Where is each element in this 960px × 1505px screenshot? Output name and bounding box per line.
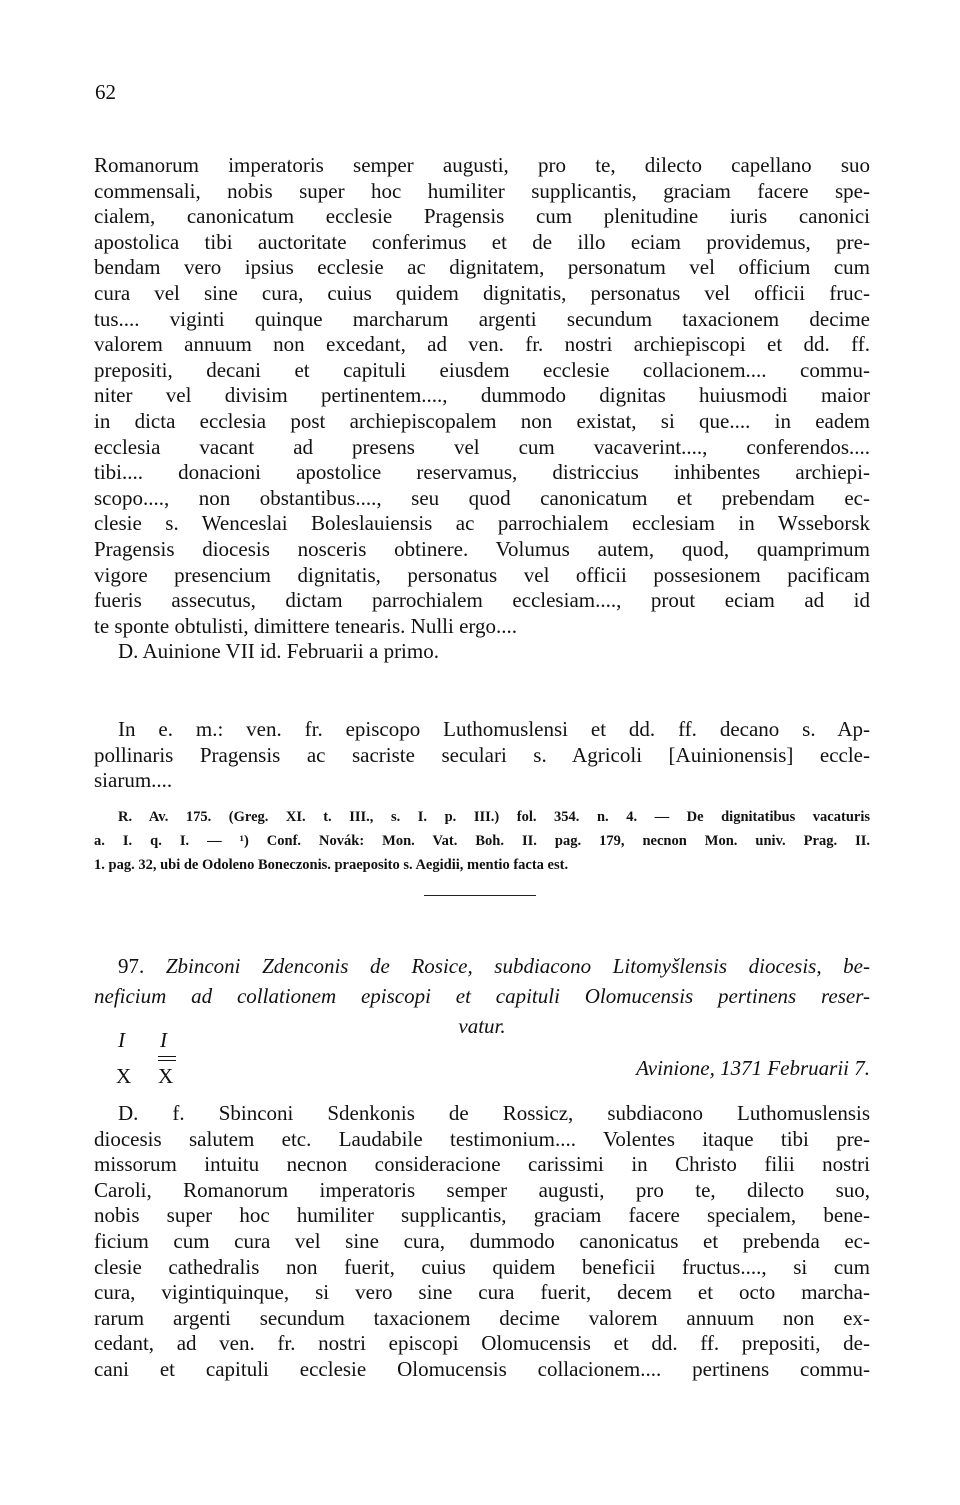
note-line: R. Av. 175. (Greg. XI. t. III., s. I. p. III.) fol. 354. n. 4. — De dignitatibus vacaturis [118,809,870,825]
heading-text: Zbinconi Zdenconis de Rosice, subdiacono Litomyšlensis diocesis, be- [144,954,870,978]
text-line: commensali, nobis super hoc humiliter supplicantis, graciam facere spe- [94,178,870,203]
entry-97-body [94,1101,870,1383]
text-line: bendam vero ipsius ecclesie ac dignitatem, personatum vel officium cum [94,255,870,280]
note-line: a. I. q. I. — ¹) Conf. Novák: Mon. Vat. Boh. II. pag. 179, necnon Mon. univ. Prag. II. [94,833,870,849]
dating-line: D. Auinione VII id. Februarii a primo. [118,639,439,664]
text-line: pollinaris Pragensis ac sacriste seculari s. Agricoli [Auinionensis] eccle- [94,742,870,767]
text-line: scopo...., non obstantibus...., seu quod canonicatum et prebendam ec- [94,485,870,510]
heading-line: neficium ad collationem episcopi et capituli Olomucensis pertinens reser- [94,984,870,1008]
text-line: siarum.... [94,768,173,793]
text-line: nobis super hoc humiliter supplicantis, graciam facere specialem, bene- [94,1203,870,1228]
section-separator [424,895,536,896]
text-line: in dicta ecclesia post archiepiscopalem non existat, si que.... in eadem [94,408,870,433]
text-line: te sponte obtulisti, dimittere tenearis. Nulli ergo.... [94,613,518,638]
text-line: diocesis salutem etc. Laudabile testimonium.... Volentes itaque tibi pre- [94,1126,870,1151]
text-line: clesie cathedralis non fuerit, cuius quidem beneficii fructus...., si cum [94,1254,870,1279]
text-line: Romanorum imperatoris semper augusti, pro te, dilecto capellano suo [94,153,870,177]
text-line: Caroli, Romanorum imperatoris semper augusti, pro te, dilecto suo, [94,1177,870,1202]
entry-number: 97. [118,954,145,978]
text-line: ficium cum cura vel sine cura, dummodo canonicatus et prebenda ec- [94,1228,870,1253]
text-line: cani et capituli ecclesie Olomucensis collacionem.... pertinens commu- [94,1356,870,1381]
text-line: ecclesia vacant ad presens vel cum vacaverint...., conferendos.... [94,434,870,459]
page-number: 62 [95,80,116,104]
text-line: Pragensis diocesis nosceris obtinere. Volumus autem, quod, quamprimum [94,536,870,561]
text-line: In e. m.: ven. fr. episcopo Luthomuslensi et dd. ff. decano s. Ap- [118,717,870,741]
text-line: missorum intuitu necnon consideracione carissimi in Christo filii nostri [94,1152,870,1177]
continuation-paragraph [94,153,870,665]
text-line: vigore presencium dignitatis, personatus vel officii possesionem pacificam [94,562,870,587]
text-line: cialem, canonicatum ecclesie Pragensis cum plenitudine iuris canonici [94,204,870,229]
text-line: niter vel divisim pertinentem...., dummodo dignitas huiusmodi maior [94,383,870,408]
place-date: Avinione, 1371 Februarii 7. [636,1056,870,1080]
entry-97-heading [94,951,870,1041]
text-line: prepositi, decani et capituli eiusdem ecclesie collacionem.... commu- [94,357,870,382]
text-line: rarum argenti secundum taxacionem decime valorem annuum non ex- [94,1305,870,1330]
footnotes [94,805,870,877]
register-code-top-left: I [118,1028,125,1052]
text-line: cura vel sine cura, cuius quidem dignitatis, personatus vel officii fruc- [94,280,870,305]
text-line: cura, vigintiquinque, si vero sine cura fuerit, decem et octo marcha- [94,1280,870,1305]
register-code-rule [158,1056,176,1057]
text-line: D. f. Sbinconi Sdenkonis de Rossicz, subdiacono Luthomuslensis [118,1101,870,1125]
register-code-top-right: I [160,1028,167,1052]
note-line: 1. pag. 32, ubi de Odoleno Boneczonis. praeposito s. Aegidii, mentio facta est. [94,857,569,873]
executors-paragraph [94,717,870,794]
text-line: tibi.... donacioni apostolice reservamus, districcius inhibentes archiepi- [94,460,870,485]
heading-line [94,951,870,981]
text-line: clesie s. Wenceslai Boleslauiensis ac parrochialem ecclesiam in Wsseborsk [94,511,870,536]
text-line: apostolica tibi auctoritate conferimus et de illo eciam providemus, pre- [94,229,870,254]
register-code-rule [158,1060,176,1061]
text-line: tus.... viginti quinque marcharum argenti secundum taxacionem decime [94,306,870,331]
text-line: cedant, ad ven. fr. nostri episcopi Olomucensis et dd. ff. prepositi, de- [94,1331,870,1356]
text-line: fueris assecutus, dictam parrochialem ecclesiam...., prout eciam ad id [94,588,870,613]
register-code-bottom-left: X [116,1064,132,1088]
register-code-bottom-right: X [158,1064,174,1088]
text-line: valorem annuum non excedant, ad ven. fr. nostri archiepiscopi et dd. ff. [94,332,870,357]
heading-line: vatur. [458,1014,506,1038]
